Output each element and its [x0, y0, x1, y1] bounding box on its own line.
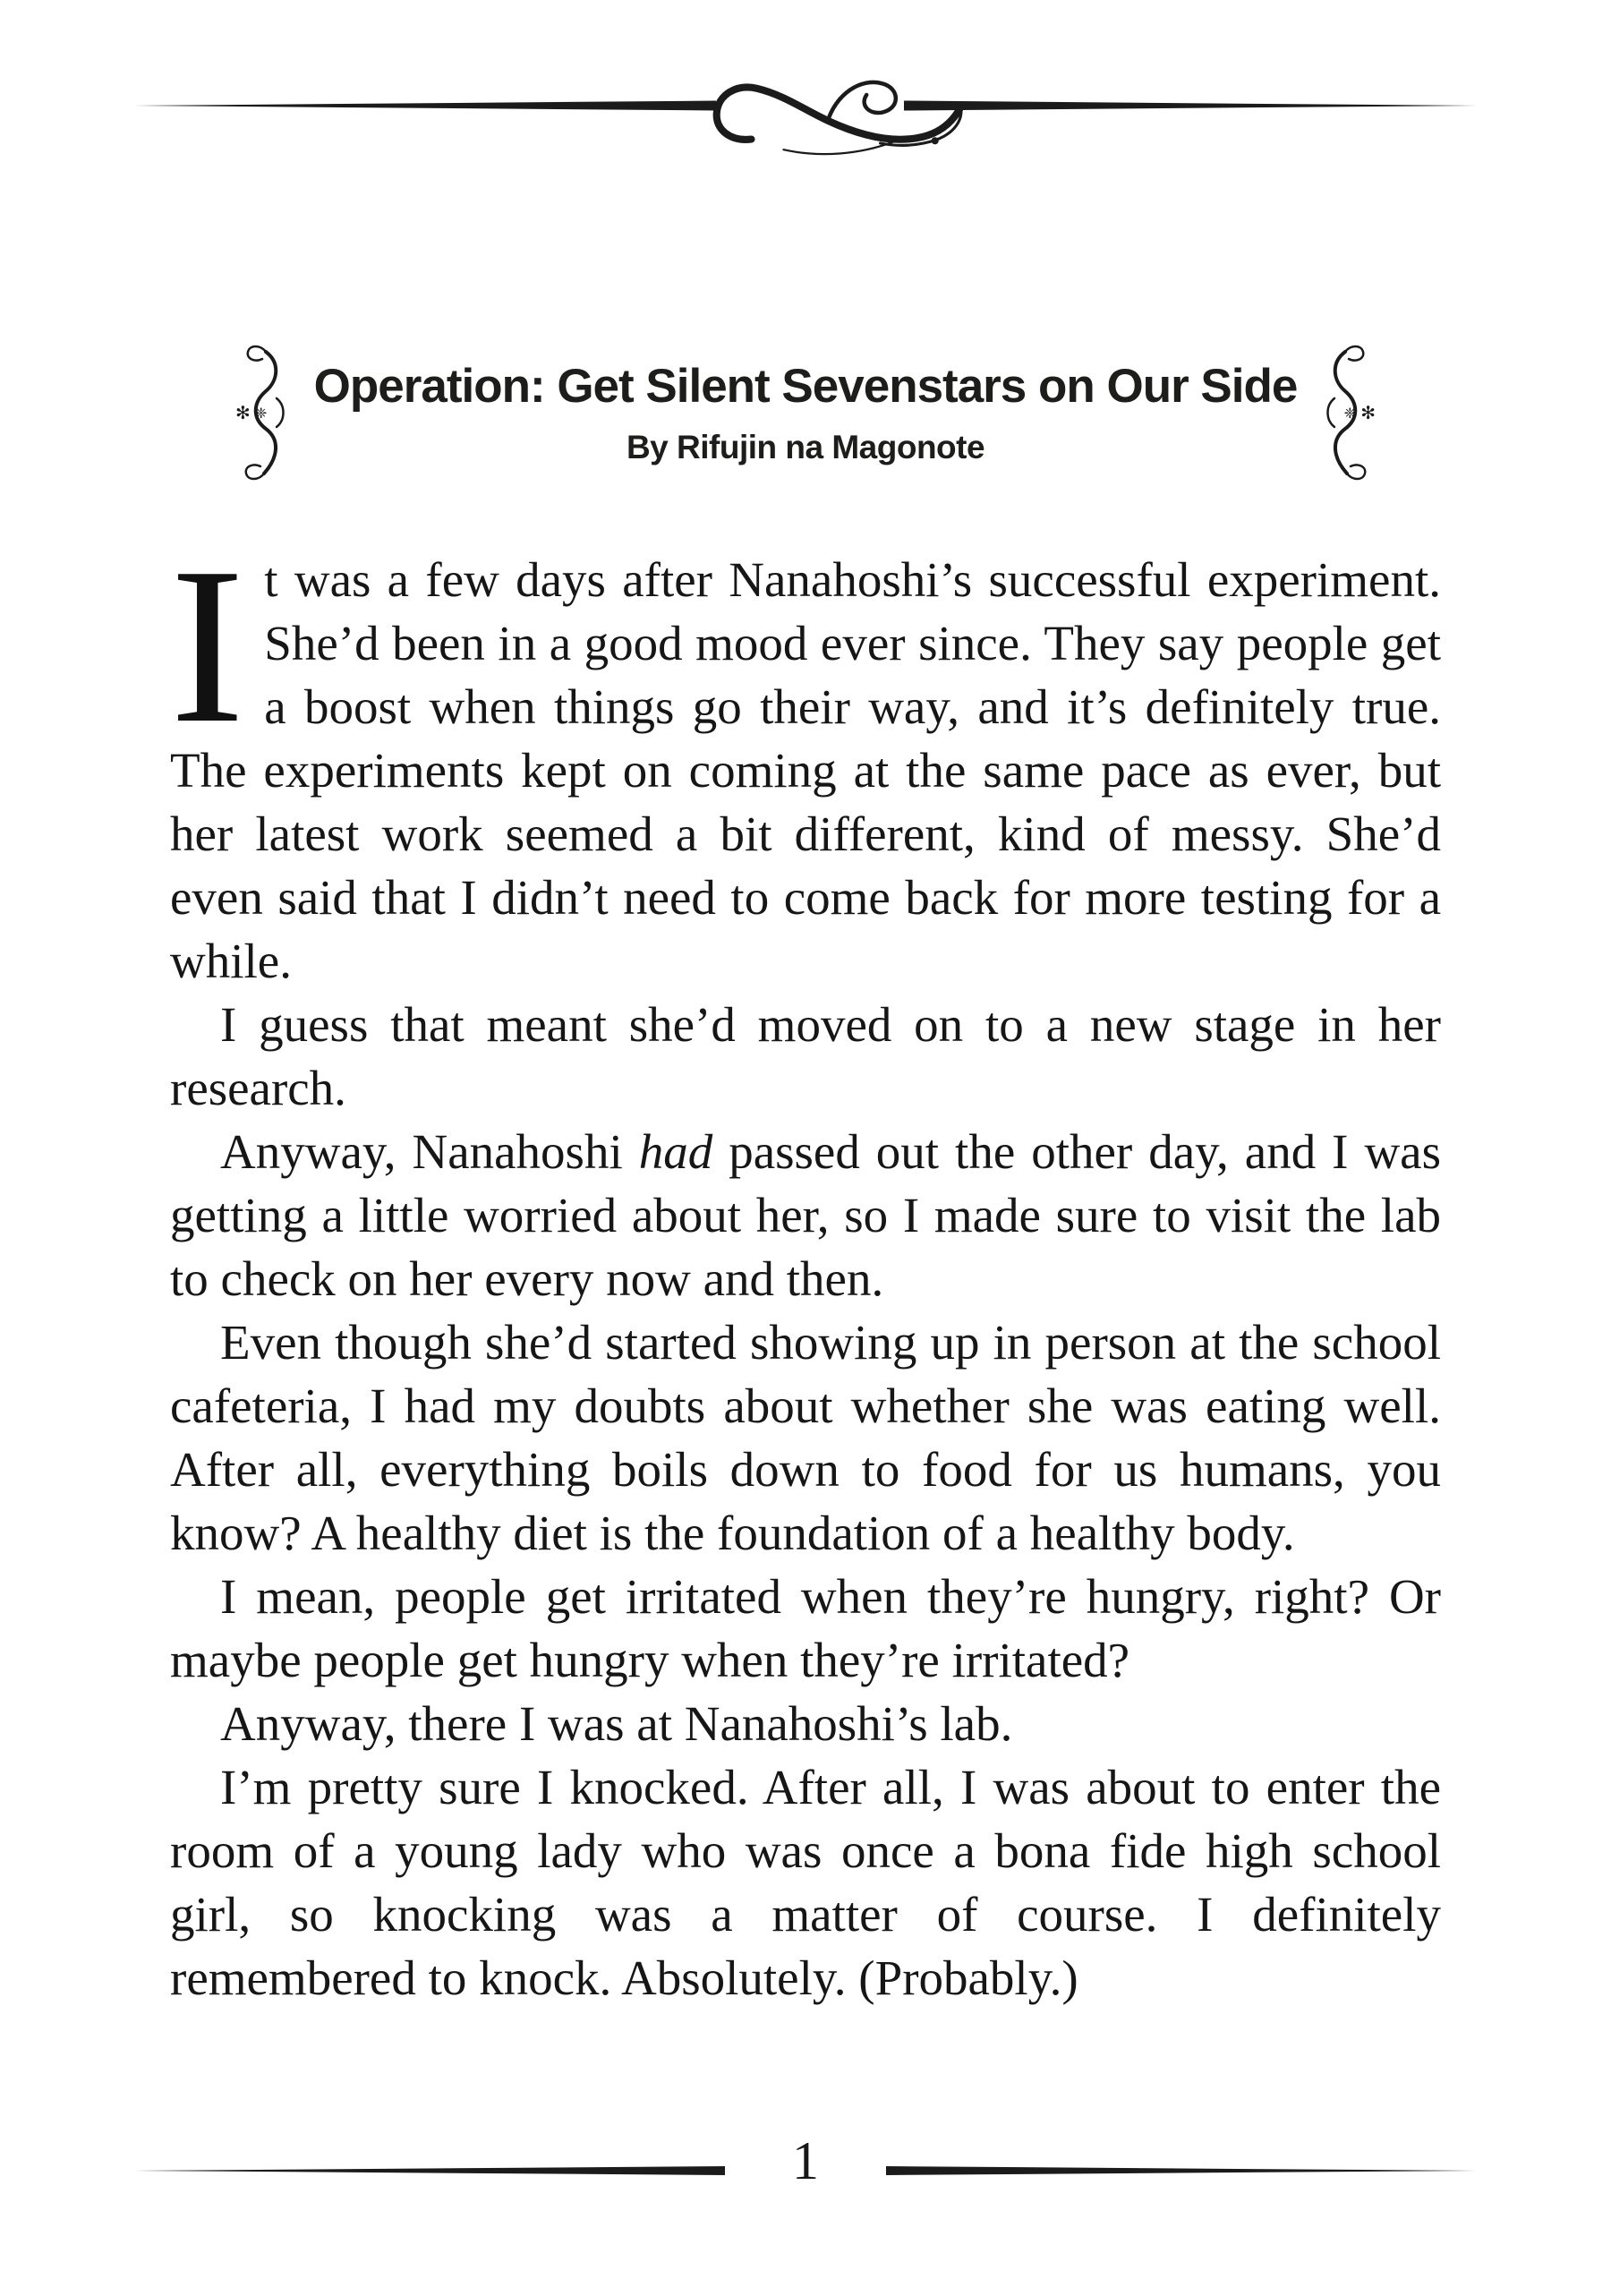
paragraph: [170, 1565, 1441, 1692]
star-fleuron-glyph: ✻: [234, 402, 251, 423]
star-fleuron-glyph: ✻: [1360, 402, 1377, 423]
chapter-header: [0, 343, 1611, 482]
paragraph: [170, 1120, 1441, 1310]
text-run: I mean, people get irritated when they’re hungry, right? Or maybe people get hungry when they’re irritated?: [170, 1569, 1441, 1687]
header-divider: [134, 45, 1477, 188]
page-number: 1: [792, 2131, 819, 2190]
chapter-byline: By Rifujin na Magonote: [626, 429, 985, 465]
paragraph: [170, 1310, 1441, 1565]
paragraph: [170, 1755, 1441, 2010]
paragraph: [170, 522, 1441, 993]
title-ornament-left-icon: [235, 343, 293, 482]
text-run: I guess that meant she’d moved on to a new stage in her research.: [170, 997, 1441, 1115]
paragraph: [170, 993, 1441, 1120]
drop-cap: I: [170, 522, 245, 770]
text-run: I’m pretty sure I knocked. After all, I was about to enter the room of a young lady who was once a bona fide high school girl, so knocking was a matter of course. I definitely remembered to knock. Absolutely. (Probably.): [170, 1760, 1441, 2005]
text-run: Even though she’d started showing up in person at the school cafeteria, I had my doubts about whether she was eating well. After all, everything boils down to food for us humans, you know? A healthy diet is the foundation of a healthy body.: [170, 1315, 1441, 1560]
title-block: [314, 359, 1298, 466]
cross-fleuron-glyph: ❈: [254, 405, 268, 422]
italic-text-run: had: [638, 1124, 713, 1179]
text-run: Anyway, Nanahoshi: [220, 1124, 639, 1179]
text-run: passed out the other day, and I was getting a little worried about her, so I made sure to visit the lab to check on her every now and then.: [170, 1124, 1441, 1306]
text-run: Anyway, there I was at Nanahoshi’s lab.: [220, 1696, 1013, 1751]
paragraph: [170, 1692, 1441, 1755]
cross-fleuron-glyph: ❈: [1343, 405, 1357, 422]
body-text: [170, 522, 1441, 2010]
header-flourish-icon: [134, 45, 1477, 188]
title-ornament-right-icon: [1318, 343, 1376, 482]
chapter-title: Operation: Get Silent Sevenstars on Our Side: [313, 360, 1298, 413]
text-run: t was a few days after Nanahoshi’s successful experiment. She’d been in a good mood ever since. They say people get a boost when things go their way, and it’s definitely true. The experiments kept on coming at the same pace as ever, but her latest work seemed a bit different, kind of messy. She’d even said that I didn’t need to come back for more testing for a while.: [170, 552, 1441, 988]
